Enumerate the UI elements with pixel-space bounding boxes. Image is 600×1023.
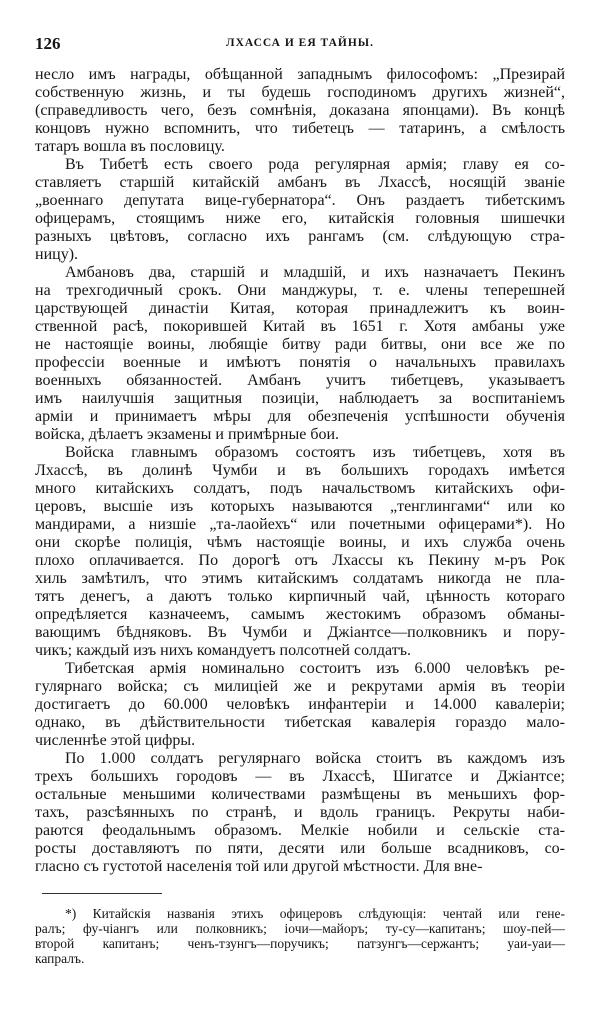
running-header: [35, 34, 565, 54]
text-line: (справедливость чего, безъ сомнѣнія, доказана японцами). Въ концѣ: [35, 102, 565, 119]
text-line: на трехгодичный срокъ. Они манджуры, т. е. члены теперешней: [35, 282, 565, 299]
text-line: военныхъ обязанностей. Амбанъ учитъ тибетцевъ, указываетъ: [35, 372, 565, 389]
text-line: гласно съ густотой населенія той или другой мѣстности. Для вне-: [35, 858, 483, 875]
footnote-rule: [42, 893, 162, 894]
text-line: не настоящіе воины, любящіе битву ради битвы, они все же по: [35, 336, 565, 353]
text-line: имъ наилучшія защитныя позиціи, наблюдаетъ за воспитаніемъ: [35, 390, 565, 407]
text-line: ственной расѣ, покорившей Китай въ 1651 г. Хотя амбаны уже: [35, 318, 565, 335]
text-line: мандирами, а низшіе „та-лаойехъ“ или почетными офицерами*). Но: [35, 516, 565, 533]
footnote-line: капралъ.: [35, 951, 85, 966]
text-line: чикъ; каждый изъ нихъ командуетъ полсотней солдатъ.: [35, 642, 411, 659]
text-line: трехъ большихъ городовъ — въ Лхассѣ, Шигатсе и Джіантсе;: [35, 768, 565, 785]
paragraph: [35, 66, 565, 156]
text-line: профессіи военные и имѣютъ понятія о начальныхъ правилахъ: [35, 354, 565, 371]
text-line: гулярнаго войска; съ милиціей же и рекрутами армія въ теоріи: [35, 678, 565, 695]
text-line: татаръ вошла въ пословицу.: [35, 138, 225, 155]
text-line: опредѣляется казначеемъ, самымъ жестокимъ образомъ обманы-: [35, 606, 565, 623]
footnote: [35, 906, 565, 966]
text-line: Лхассѣ, въ долинѣ Чумби и въ большихъ городахъ имѣется: [35, 462, 565, 479]
text-line: По 1.000 солдатъ регулярнаго войска стоитъ въ каждомъ изъ: [65, 750, 565, 767]
body-text: [35, 66, 565, 876]
text-line: тятъ денегъ, а даютъ только кирпичный чай, цѣнность котораго: [35, 588, 565, 605]
text-line: арміи и принимаетъ мѣры для обезпеченія успѣшности обученія: [35, 408, 565, 425]
text-line: остальные меньшими количествами размѣщены въ меньшихъ фор-: [35, 786, 565, 803]
paragraph: [35, 750, 565, 876]
text-line: царствующей династіи Китая, которая принадлежитъ къ воин-: [35, 300, 565, 317]
text-line: собственную жизнь, и ты будешь господиномъ другихъ жизней“,: [35, 84, 565, 101]
text-line: концовъ нужно вспомнить, что тибетецъ — татаринъ, а смѣлость: [35, 120, 565, 137]
text-line: церовъ, высшіе изъ которыхъ называются „тенглингами“ или ко: [35, 498, 565, 515]
text-line: Въ Тибетѣ есть своего рода регулярная армія; главу ея со-: [65, 156, 565, 173]
paragraph: [35, 444, 565, 660]
text-line: тахъ, разсѣянныхъ по странѣ, и вдоль границъ. Рекруты наби-: [35, 804, 565, 821]
paragraph: [35, 264, 565, 444]
text-line: несло имъ награды, обѣщанной западнымъ философомъ: „Презирай: [35, 66, 565, 83]
text-line: офицерамъ, стоящимъ ниже его, китайскія головныя шишечки: [35, 210, 565, 227]
text-line: много китайскихъ солдатъ, подъ начальствомъ китайскихъ офи-: [35, 480, 565, 497]
text-line: Войска главнымъ образомъ состоятъ изъ тибетцевъ, хотя въ: [65, 444, 565, 461]
text-line: численнѣе этой цифры.: [35, 732, 196, 749]
text-line: Амбановъ два, старшій и младшій, и ихъ назначаетъ Пекинъ: [65, 264, 565, 281]
text-line: ставляетъ старшій китайскій амбанъ въ Лхассѣ, носящій званіе: [35, 174, 565, 191]
text-line: хиль замѣтилъ, что этимъ китайскимъ солдатамъ никогда не пла-: [35, 570, 565, 587]
footnote-line: *) Китайскія названія этихъ офицеровъ слѣдующія: чентай или гене-: [65, 906, 565, 921]
text-line: раются феодальнымъ образомъ. Мелкіе нобили и сельскіе ста-: [35, 822, 565, 839]
text-line: „военнаго депутата вице-губернатора“. Онъ раздаетъ тибетскимъ: [35, 192, 565, 209]
text-line: росты доставляютъ по пяти, десяти или больше всадниковъ, со-: [35, 840, 565, 857]
text-line: ницу).: [35, 246, 79, 263]
text-line: однако, въ дѣйствительности тибетская кавалерія гораздо мало-: [35, 714, 565, 731]
footnote-line: ралъ; фу-чіангъ или полковникъ; іочи—майоръ; ту-су—капитанъ; шоу-пей—: [35, 921, 565, 936]
text-line: Тибетская армія номинально состоитъ изъ 6.000 человѣкъ ре-: [65, 660, 565, 677]
text-line: плохо оплачивается. По дорогѣ отъ Лхассы къ Пекину м-ръ Рок: [35, 552, 565, 569]
text-line: войска, дѣлаетъ экзамены и примѣрные бои.: [35, 426, 340, 443]
text-line: они скорѣе полиція, чѣмъ настоящіе воины, и ихъ служба очень: [35, 534, 565, 551]
text-line: достигаетъ до 60.000 человѣкъ инфантеріи и 14.000 кавалеріи;: [35, 696, 565, 713]
page-number: 126: [35, 34, 61, 53]
paragraph: [35, 156, 565, 264]
text-line: вающимъ бѣдняковъ. Въ Чумби и Джіантсе—полковникъ и пору-: [35, 624, 565, 641]
footnote-line: второй капитанъ; ченъ-тзунгъ—поручикъ; патзунгъ—сержантъ; уаи-уаи—: [35, 936, 565, 951]
running-title: ЛХАССА И ЕЯ ТАЙНЫ.: [226, 37, 374, 49]
text-line: разныхъ цвѣтовъ, согласно ихъ рангамъ (см. слѣдующую стра-: [35, 228, 565, 245]
paragraph: [35, 660, 565, 750]
